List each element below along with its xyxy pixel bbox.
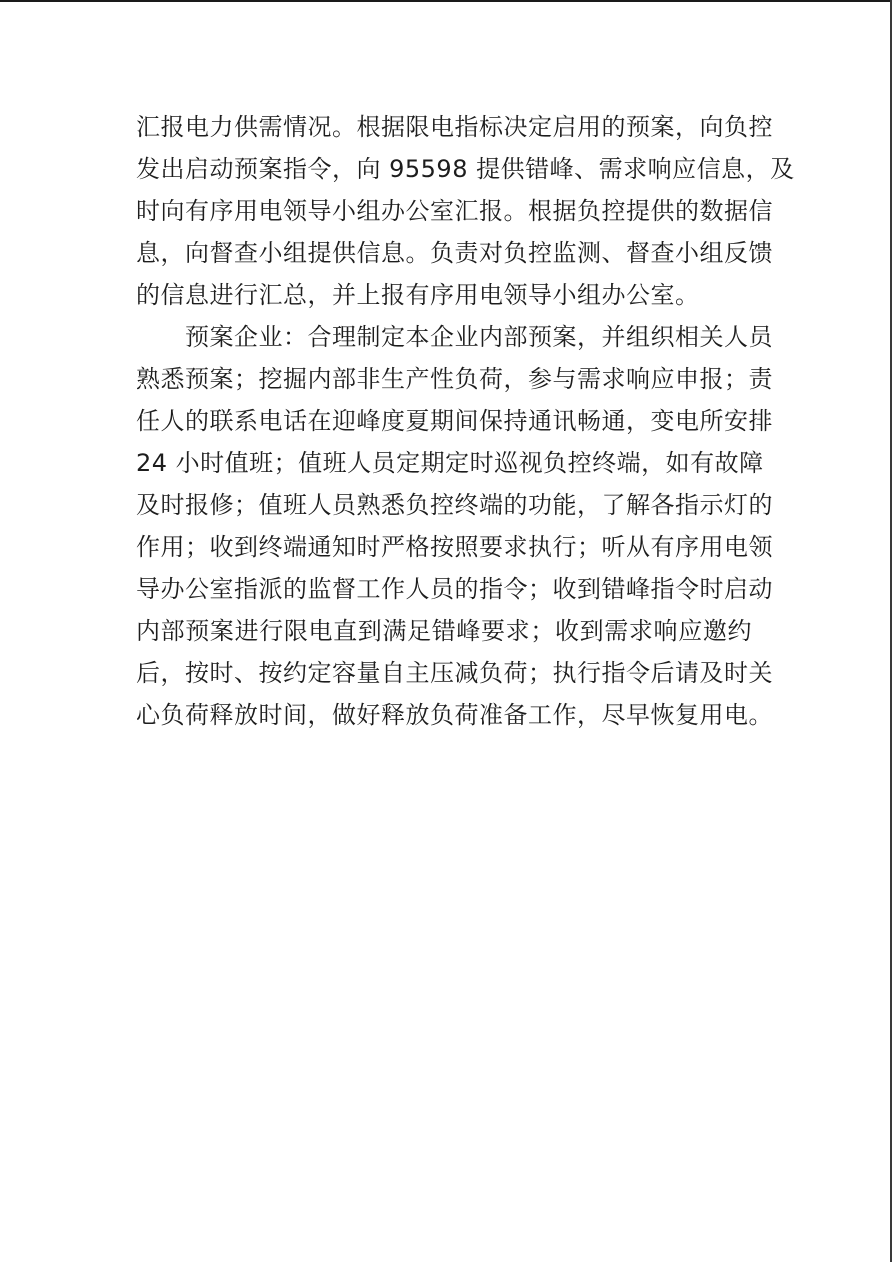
text-line: 任人的联系电话在迎峰度夏期间保持通讯畅通，变电所安排 [136,407,773,435]
text-line: 预案企业：合理制定本企业内部预案，并组织相关人员 [136,323,773,351]
text-line: 后，按时、按约定容量自主压减负荷；执行指令后请及时关 [136,659,773,687]
text-line: 的信息进行汇总，并上报有序用电领导小组办公室。 [136,281,700,309]
text-line: 时向有序用电领导小组办公室汇报。根据负控提供的数据信 [136,197,773,225]
text-line: 息，向督查小组提供信息。负责对负控监测、督查小组反馈 [136,239,773,267]
text-line: 心负荷释放时间，做好释放负荷准备工作，尽早恢复用电。 [136,701,773,729]
document-body [136,106,795,736]
text-line: 作用；收到终端通知时严格按照要求执行；听从有序用电领 [136,533,773,561]
text-line: 熟悉预案；挖掘内部非生产性负荷，参与需求响应申报；责 [136,365,773,393]
page-top-border [0,0,892,2]
text-line: 24 小时值班；值班人员定期定时巡视负控终端，如有故障 [136,449,764,477]
text-line: 导办公室指派的监督工作人员的指令；收到错峰指令时启动 [136,575,773,603]
paragraph-power-report [136,106,795,316]
text-line: 汇报电力供需情况。根据限电指标决定启用的预案，向负控 [136,113,773,141]
paragraph-plan-enterprise [136,316,773,736]
text-line: 内部预案进行限电直到满足错峰要求；收到需求响应邀约 [136,617,752,645]
text-line: 发出启动预案指令，向 95598 提供错峰、需求响应信息，及 [136,155,795,183]
text-line: 及时报修；值班人员熟悉负控终端的功能，了解各指示灯的 [136,491,773,519]
